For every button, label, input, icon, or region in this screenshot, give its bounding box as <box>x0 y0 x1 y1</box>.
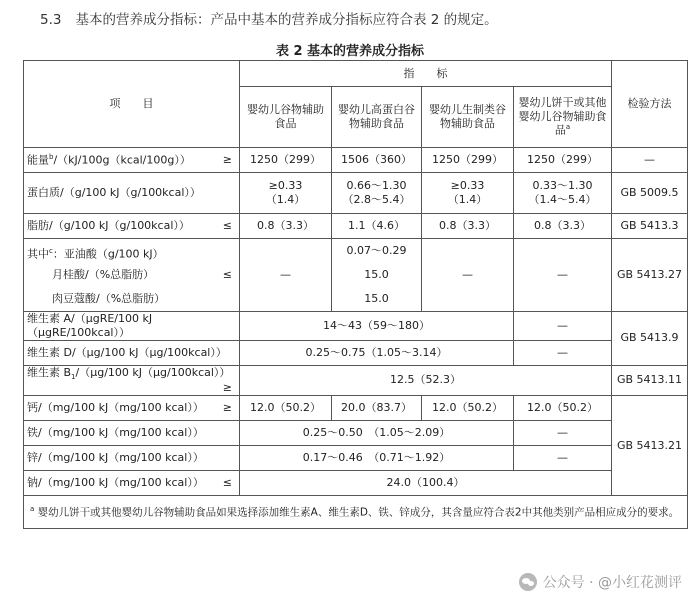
header-row-1 <box>24 61 688 87</box>
header-method: 检验方法 <box>612 61 688 148</box>
fat-v4: 0.8（3.3） <box>514 214 612 239</box>
table-row-footnote <box>24 496 688 529</box>
zinc-value: 0.17～0.46 （0.71～1.92） <box>240 446 514 471</box>
fat-v2: 1.1（4.6） <box>332 214 422 239</box>
energy-label-text: 能量 <box>27 153 49 167</box>
watermark-text: 公众号 · @小红花测评 <box>542 575 682 591</box>
table-caption: 表 2 基本的营养成分指标 <box>275 44 425 59</box>
zinc-label: 锌/（mg/100 kJ（mg/100 kcal）） <box>24 446 240 471</box>
table-row-vit-a <box>24 312 688 341</box>
calcium-v3: 12.0（50.2） <box>422 396 514 421</box>
protein-v4 <box>514 173 612 214</box>
footnote-text: 婴幼儿饼干或其他婴幼儿谷物辅助食品如果选择添加维生素A、维生素D、铁、锌成分，其含量应符合表2中其他类别产品相应成分的要求。 <box>37 506 680 519</box>
energy-v4: 1250（299） <box>514 148 612 173</box>
calcium-label-text: 钙/（mg/100 kJ（mg/100 kcal）） <box>27 401 204 415</box>
calcium-v1: 12.0（50.2） <box>240 396 332 421</box>
fat-v3: 0.8（3.3） <box>422 214 514 239</box>
fat-v1: 0.8（3.3） <box>240 214 332 239</box>
iron-v4: — <box>514 421 612 446</box>
header-col4-text: 婴幼儿饼干或其他婴幼儿谷物辅助食品 <box>518 95 607 138</box>
energy-label <box>24 148 240 173</box>
table-row-vit-d <box>24 340 688 365</box>
fat-symbol: ≤ <box>222 219 232 233</box>
protein-v4b: （1.4～5.4） <box>528 193 597 206</box>
vit-a-label: 维生素 A/（μgRE/100 kJ（μgRE/100kcal）） <box>24 312 240 341</box>
sodium-label <box>24 471 240 496</box>
clause-number: 5.3 <box>40 12 62 28</box>
fatty-v1: — <box>240 239 332 312</box>
minerals-method: GB 5413.21 <box>612 396 688 496</box>
vit-b1-label-post: /（μg/100 kJ（μg/100kcal）） <box>75 365 231 379</box>
header-col4 <box>514 86 612 147</box>
fatty-line1-prefix: 其中 <box>27 247 49 261</box>
vit-a-value: 14～43（59～180） <box>240 312 514 341</box>
sodium-symbol: ≤ <box>222 476 232 490</box>
sodium-value: 24.0（100.4） <box>240 471 612 496</box>
fat-label-text: 脂肪/（g/100 kJ（g/100kcal）） <box>27 219 190 233</box>
fatty-v2b: 15.0 <box>364 268 389 281</box>
table-row-fatty-acids <box>24 239 688 312</box>
energy-label-mark: b <box>49 152 54 161</box>
fatty-line3: 肉豆蔻酸/（%总脂肪） <box>52 292 166 305</box>
table-row-protein <box>24 173 688 214</box>
energy-label-unit: /（kJ/100g（kcal/100g）） <box>53 153 191 167</box>
header-col3: 婴幼儿生制类谷物辅助食品 <box>422 86 514 147</box>
vit-b1-label-sub: 1 <box>71 372 76 381</box>
table-row-calcium <box>24 396 688 421</box>
fatty-line1-rest: ：亚油酸（g/100 kJ） <box>52 247 164 261</box>
vit-ad-method: GB 5413.9 <box>612 312 688 366</box>
fatty-v3: — <box>422 239 514 312</box>
vit-a-v4: — <box>514 312 612 341</box>
table-row-vit-b1 <box>24 365 688 396</box>
fatty-line2-symbol: ≤ <box>222 268 232 281</box>
energy-v2: 1506（360） <box>332 148 422 173</box>
protein-v3b: （1.4） <box>447 193 488 206</box>
protein-v2a: 0.66～1.30 <box>346 179 407 193</box>
calcium-v4: 12.0（50.2） <box>514 396 612 421</box>
vit-d-value: 0.25～0.75（1.05～3.14） <box>240 340 514 365</box>
header-col4-mark: a <box>565 123 571 132</box>
zinc-v4: — <box>514 446 612 471</box>
fatty-line1-mark: c <box>49 247 53 255</box>
calcium-v2: 20.0（83.7） <box>332 396 422 421</box>
fatty-line2-text: 月桂酸/（%总脂肪） <box>52 268 155 281</box>
table-row-energy <box>24 148 688 173</box>
calcium-symbol: ≥ <box>222 401 232 415</box>
footnote <box>24 496 688 529</box>
wechat-icon <box>519 573 537 591</box>
protein-v3a: ≥0.33 <box>450 179 485 193</box>
vit-b1-symbol: ≥ <box>222 381 232 395</box>
protein-v4a: 0.33～1.30 <box>532 179 593 193</box>
protein-v1b: （1.4） <box>265 193 306 206</box>
vit-b1-method: GB 5413.11 <box>612 365 688 396</box>
vit-d-v4: — <box>514 340 612 365</box>
iron-label: 铁/（mg/100 kJ（mg/100 kcal）） <box>24 421 240 446</box>
table-row-fat <box>24 214 688 239</box>
table-row-iron <box>24 421 688 446</box>
table-row-sodium <box>24 471 688 496</box>
protein-method: GB 5009.5 <box>612 173 688 214</box>
protein-v2 <box>332 173 422 214</box>
fatty-v2a: 0.07～0.29 <box>346 244 407 257</box>
vit-b1-value: 12.5（52.3） <box>240 365 612 396</box>
header-indicator: 指 标 <box>240 61 612 87</box>
protein-v1a: ≥0.33 <box>268 179 303 193</box>
fatty-v2 <box>332 239 422 312</box>
fatty-v4: — <box>514 239 612 312</box>
watermark <box>519 572 682 592</box>
fatty-line1 <box>24 239 239 263</box>
fat-label <box>24 214 240 239</box>
protein-v1 <box>240 173 332 214</box>
nutrition-table <box>23 60 688 529</box>
energy-v1: 1250（299） <box>240 148 332 173</box>
protein-v3 <box>422 173 514 214</box>
vit-b1-label <box>24 365 240 396</box>
header-col2: 婴幼儿高蛋白谷物辅助食品 <box>332 86 422 147</box>
fatty-line2 <box>24 263 239 287</box>
vit-b1-label-pre: 维生素 B <box>27 365 72 379</box>
energy-symbol: ≥ <box>222 152 232 166</box>
energy-v3: 1250（299） <box>422 148 514 173</box>
protein-label: 蛋白质/（g/100 kJ（g/100kcal）） <box>24 173 240 214</box>
header-col1: 婴幼儿谷物辅助食品 <box>240 86 332 147</box>
fatty-v2c: 15.0 <box>364 292 389 305</box>
header-item: 项 目 <box>24 61 240 148</box>
calcium-label <box>24 396 240 421</box>
fat-method: GB 5413.3 <box>612 214 688 239</box>
fatty-method: GB 5413.27 <box>612 239 688 312</box>
clause-text: 基本的营养成分指标：产品中基本的营养成分指标应符合表 2 的规定。 <box>75 12 498 28</box>
fatty-label <box>24 239 240 312</box>
vit-d-label: 维生素 D/（μg/100 kJ（μg/100kcal）） <box>24 340 240 365</box>
table-row-zinc <box>24 446 688 471</box>
iron-value: 0.25～0.50 （1.05～2.09） <box>240 421 514 446</box>
clause-heading <box>40 8 498 28</box>
footnote-mark: a <box>30 504 35 513</box>
protein-v2b: （2.8～5.4） <box>342 193 411 206</box>
sodium-label-text: 钠/（mg/100 kJ（mg/100 kcal）） <box>27 476 204 490</box>
energy-method: — <box>612 148 688 173</box>
